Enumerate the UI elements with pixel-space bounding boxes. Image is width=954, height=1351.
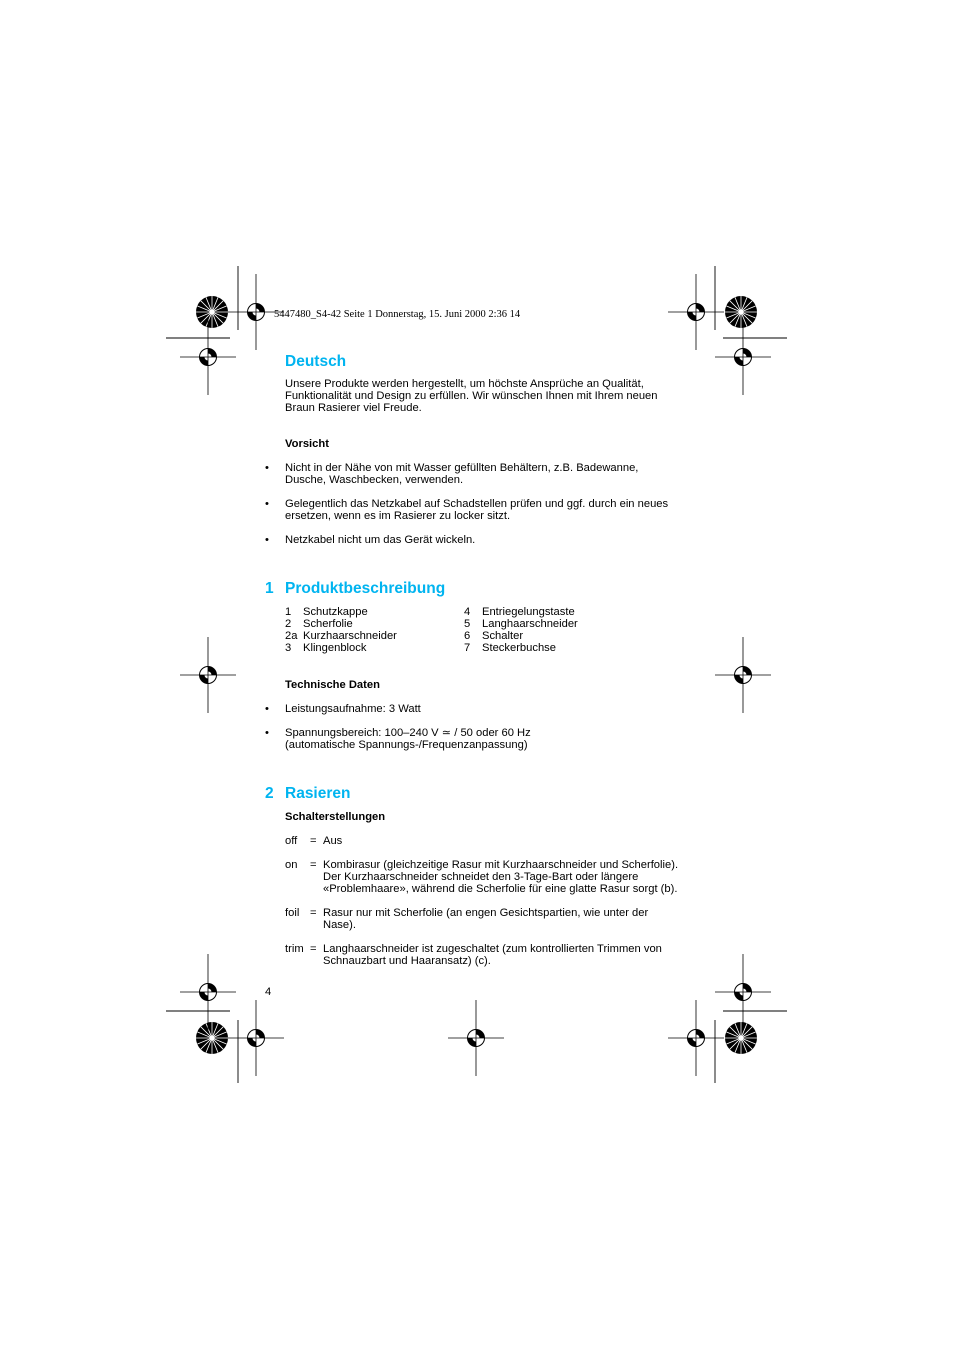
- vorsicht-item-1-line-1: Nicht in der Nähe von mit Wasser gefüllten Behältern, z.B. Badewanne,: [285, 462, 639, 474]
- switch-heading: Schalterstellungen: [285, 811, 386, 823]
- bullet-mark: •: [265, 727, 269, 739]
- bullet-mark: •: [265, 534, 269, 546]
- bullet-mark: •: [265, 703, 269, 715]
- section-title-produktbeschreibung: [265, 580, 446, 598]
- tech-item-1: Leistungsaufnahme: 3 Watt: [285, 703, 421, 715]
- section-title-deutsch: Deutsch: [285, 353, 347, 370]
- tech-item-2-line-1: Spannungsbereich: 100–240 V ≃ / 50 oder 60 Hz: [285, 727, 531, 739]
- section-title-text: Rasieren: [285, 785, 351, 802]
- vorsicht-item-3-line-1: Netzkabel nicht um das Gerät wickeln.: [285, 534, 476, 546]
- section-number: 2: [265, 785, 274, 802]
- page-number: 4: [265, 986, 272, 998]
- vorsicht-item-1-line-2: Dusche, Waschbecken, verwenden.: [285, 474, 464, 486]
- section-number: 1: [265, 580, 274, 597]
- vorsicht-heading: Vorsicht: [285, 438, 329, 450]
- bullet-mark: •: [265, 462, 269, 474]
- print-slug: 5447480_S4-42 Seite 1 Donnerstag, 15. Juni 2000 2:36 14: [274, 309, 521, 320]
- section-title-rasieren: [265, 785, 351, 803]
- tech-item-2-line-2: (automatische Spannungs-/Frequenzanpassung): [285, 739, 528, 751]
- section-title-text: Produktbeschreibung: [285, 580, 446, 597]
- vorsicht-item-2-line-2: ersetzen, wenn es im Rasierer zu locker sitzt.: [285, 510, 511, 522]
- bullet-mark: •: [265, 498, 269, 510]
- vorsicht-item-2-line-1: Gelegentlich das Netzkabel auf Schadstellen prüfen und ggf. durch ein neues: [285, 498, 669, 510]
- tech-heading: Technische Daten: [285, 679, 380, 691]
- intro-line-2: Funktionalität und Design zu erfüllen. Wir wünschen Ihnen mit Ihrem neuen: [285, 390, 658, 402]
- intro-line-3: Braun Rasierer viel Freude.: [285, 402, 422, 414]
- intro-line-1: Unsere Produkte werden hergestellt, um höchste Ansprüche an Qualität,: [285, 378, 644, 390]
